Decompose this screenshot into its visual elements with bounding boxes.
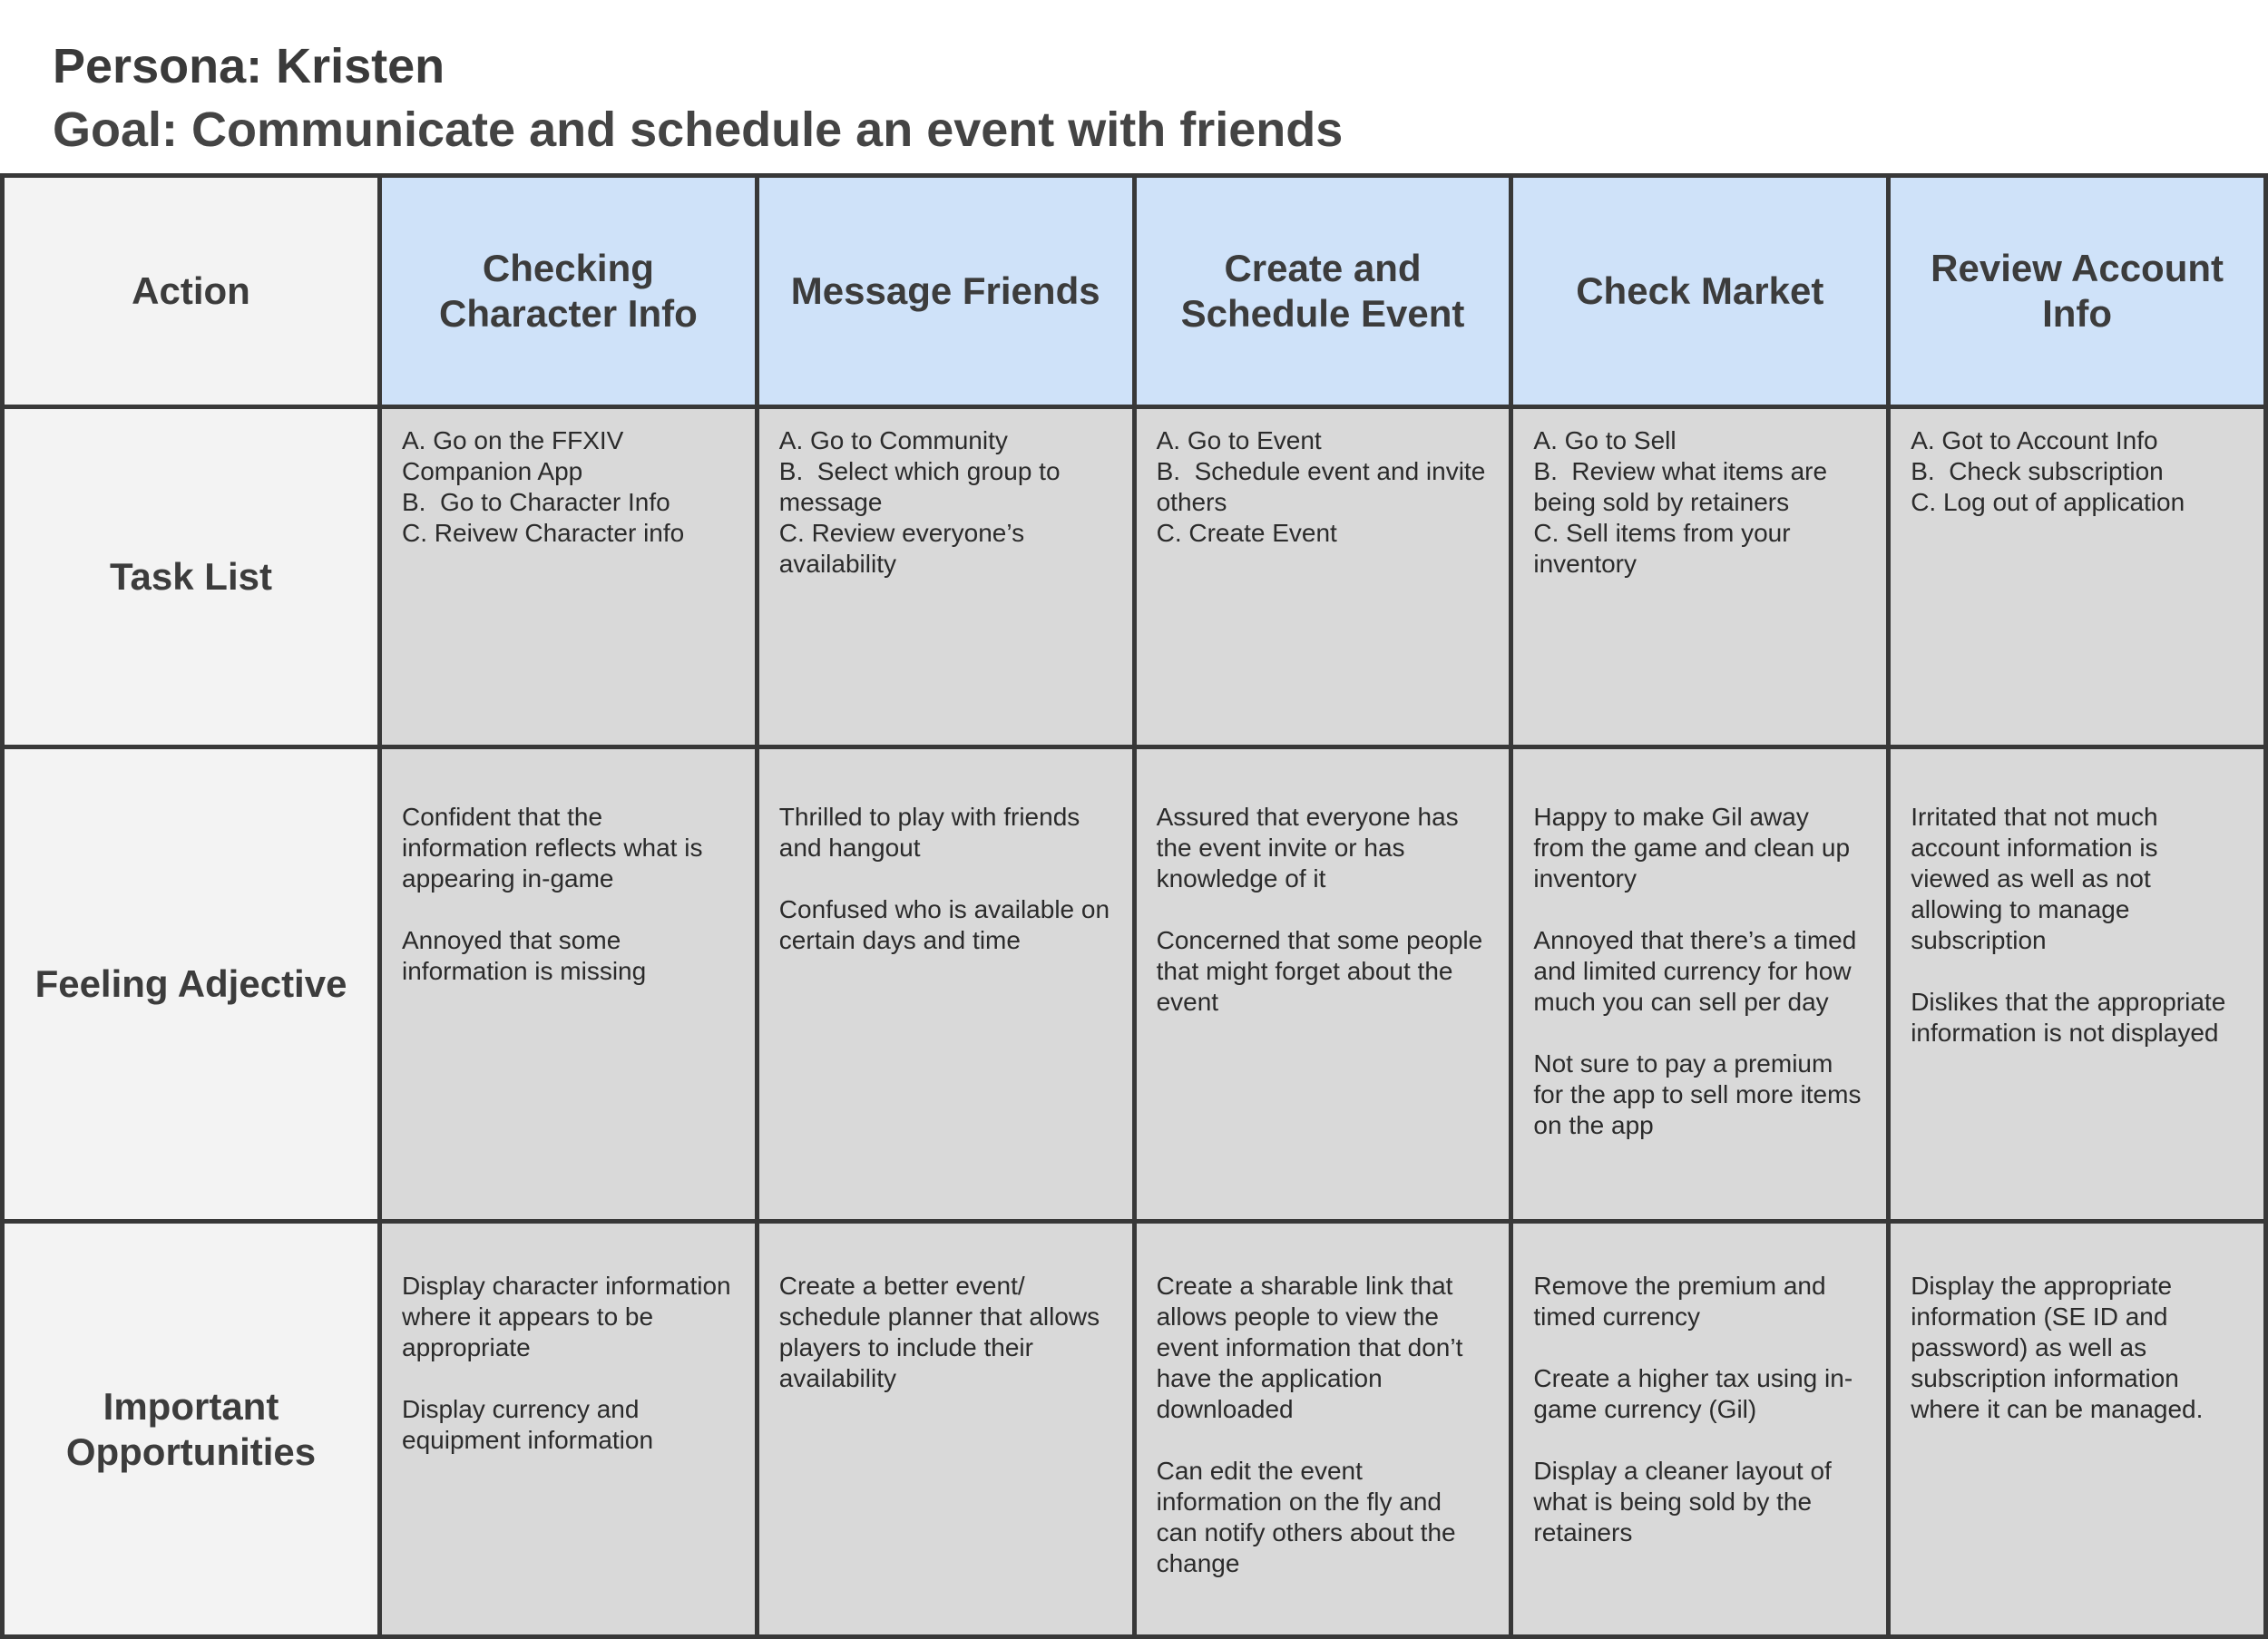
opportunity-cell (1513, 1224, 1886, 1634)
journey-map-table (0, 173, 2268, 1639)
opportunity-cell (1137, 1224, 1510, 1634)
cell-paragraph: Happy to make Gil away from the game and clean up inventory (1533, 803, 1851, 893)
column-header-review-account-info: Review Account Info (1891, 178, 2263, 405)
column-header-create-schedule-event: Create and Schedule Event (1137, 178, 1510, 405)
persona-title: Persona: Kristen (53, 39, 445, 93)
cell-paragraph: A. Go to Event B. Schedule event and invite others C. Create Event (1156, 426, 1486, 547)
row-label-important-opportunities: Important Opportunities (5, 1224, 377, 1634)
opportunity-cell (1891, 1224, 2263, 1634)
cell-paragraph: Dislikes that the appropriate information is not displayed (1911, 988, 2226, 1047)
cell-paragraph: Can edit the event information on the fly and can notify others about the change (1156, 1457, 1456, 1577)
corner-header-action: Action (5, 178, 377, 405)
cell-paragraph: Assured that everyone has the event invite or has knowledge of it (1156, 803, 1459, 893)
task-cell (759, 409, 1132, 745)
opportunity-cell (382, 1224, 755, 1634)
cell-paragraph: Display the appropriate information (SE ID and password) as well as subscription information where it can be managed. (1911, 1272, 2204, 1423)
task-cell (1513, 409, 1886, 745)
cell-paragraph: A. Go to Sell B. Review what items are being sold by retainers C. Sell items from your inventory (1533, 426, 1828, 578)
cell-paragraph: Create a sharable link that allows people to view the event information that don’t have the application downloaded (1156, 1272, 1463, 1423)
column-header-message-friends: Message Friends (759, 178, 1132, 405)
cell-paragraph: Concerned that some people that might forget about the event (1156, 926, 1483, 1016)
cell-paragraph: Confused who is available on certain days and time (778, 895, 1110, 954)
feeling-cell (1137, 749, 1510, 1219)
cell-paragraph: Irritated that not much account information is viewed as well as not allowing to manage subscription (1911, 803, 2158, 954)
goal-subtitle: Goal: Communicate and schedule an event with friends (53, 102, 1344, 157)
row-label-feeling-adjective: Feeling Adjective (5, 749, 377, 1219)
task-cell (1891, 409, 2263, 745)
cell-paragraph: Confident that the information reflects what is appearing in-game (402, 803, 703, 893)
cell-paragraph: Annoyed that there’s a timed and limited currency for how much you can sell per day (1533, 926, 1857, 1016)
feeling-cell (1513, 749, 1886, 1219)
task-cell (1137, 409, 1510, 745)
cell-paragraph: Thrilled to play with friends and hangout (778, 803, 1080, 862)
row-label-task-list: Task List (5, 409, 377, 745)
cell-paragraph: A. Go to Community B. Select which group to message C. Review everyone’s availability (778, 426, 1061, 578)
cell-paragraph: Create a higher tax using in-game currency (Gil) (1533, 1364, 1853, 1423)
cell-paragraph: Display character information where it appears to be appropriate (402, 1272, 731, 1361)
cell-paragraph: Display currency and equipment information (402, 1395, 654, 1454)
cell-paragraph: Annoyed that some information is missing (402, 926, 647, 985)
cell-paragraph: Not sure to pay a premium for the app to sell more items on the app (1533, 1049, 1862, 1139)
feeling-cell (759, 749, 1132, 1219)
column-header-check-market: Check Market (1513, 178, 1886, 405)
cell-paragraph: A. Got to Account Info B. Check subscription C. Log out of application (1911, 426, 2185, 516)
feeling-cell (1891, 749, 2263, 1219)
cell-paragraph: Create a better event/ schedule planner that allows players to include their availability (778, 1272, 1100, 1392)
column-header-checking-character-info: Checking Character Info (382, 178, 755, 405)
task-cell (382, 409, 755, 745)
cell-paragraph: Display a cleaner layout of what is being sold by the retainers (1533, 1457, 1832, 1546)
opportunity-cell (759, 1224, 1132, 1634)
cell-paragraph: Remove the premium and timed currency (1533, 1272, 1826, 1331)
feeling-cell (382, 749, 755, 1219)
cell-paragraph: A. Go on the FFXIV Companion App B. Go to Character Info C. Reivew Character info (402, 426, 685, 547)
